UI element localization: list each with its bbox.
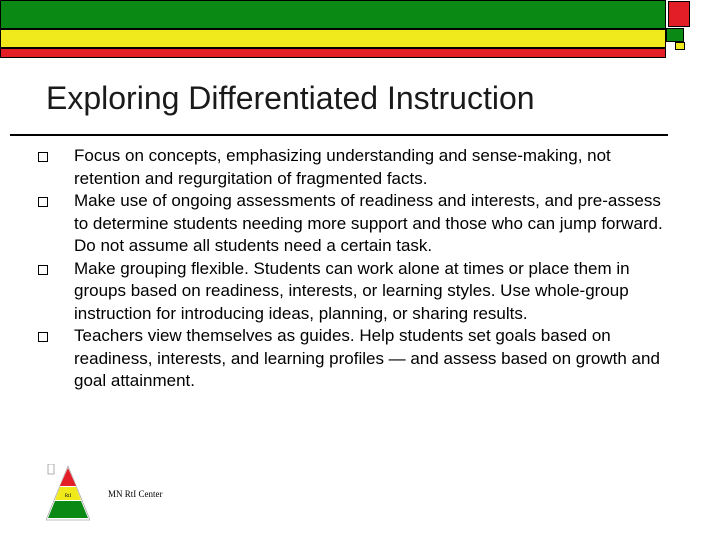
bullet-list bbox=[36, 145, 676, 393]
corner-red-square bbox=[668, 1, 690, 27]
header-yellow-band bbox=[0, 29, 666, 48]
square-bullet-icon bbox=[38, 197, 48, 207]
header-red-band bbox=[0, 48, 666, 58]
bullet-item bbox=[36, 145, 676, 190]
mn-rti-logo-icon bbox=[46, 464, 90, 522]
slide-title: Exploring Differentiated Instruction bbox=[46, 80, 535, 116]
bullet-text: Make use of ongoing assessments of readiness and interests, and pre-assess to determine students needing more support and those who can jump forward. Do not assume all students need a certain task. bbox=[74, 191, 663, 255]
bullet-item bbox=[36, 190, 676, 258]
square-bullet-icon bbox=[38, 332, 48, 342]
footer-text: MN RtI Center bbox=[108, 489, 163, 499]
bullet-item bbox=[36, 258, 676, 326]
bullet-text: Focus on concepts, emphasizing understanding and sense-making, not retention and regurgitation of fragmented facts. bbox=[74, 146, 611, 188]
header-green-band bbox=[0, 0, 666, 29]
square-bullet-icon bbox=[38, 265, 48, 275]
square-bullet-icon bbox=[38, 152, 48, 162]
corner-green-square bbox=[666, 28, 684, 42]
bullet-item bbox=[36, 325, 676, 393]
bullet-text: Make grouping flexible. Students can work alone at times or place them in groups based on readiness, interests, or learning styles. Use whole-group instruction for introducing ideas, planning, or sharing results. bbox=[74, 258, 630, 323]
bullet-text: Teachers view themselves as guides. Help students set goals based on readiness, interests, and learning profiles — and assess based on growth and goal attainment. bbox=[74, 326, 660, 390]
logo-text: RtI bbox=[64, 494, 72, 499]
corner-yellow-square bbox=[675, 42, 685, 50]
title-divider bbox=[10, 134, 668, 136]
